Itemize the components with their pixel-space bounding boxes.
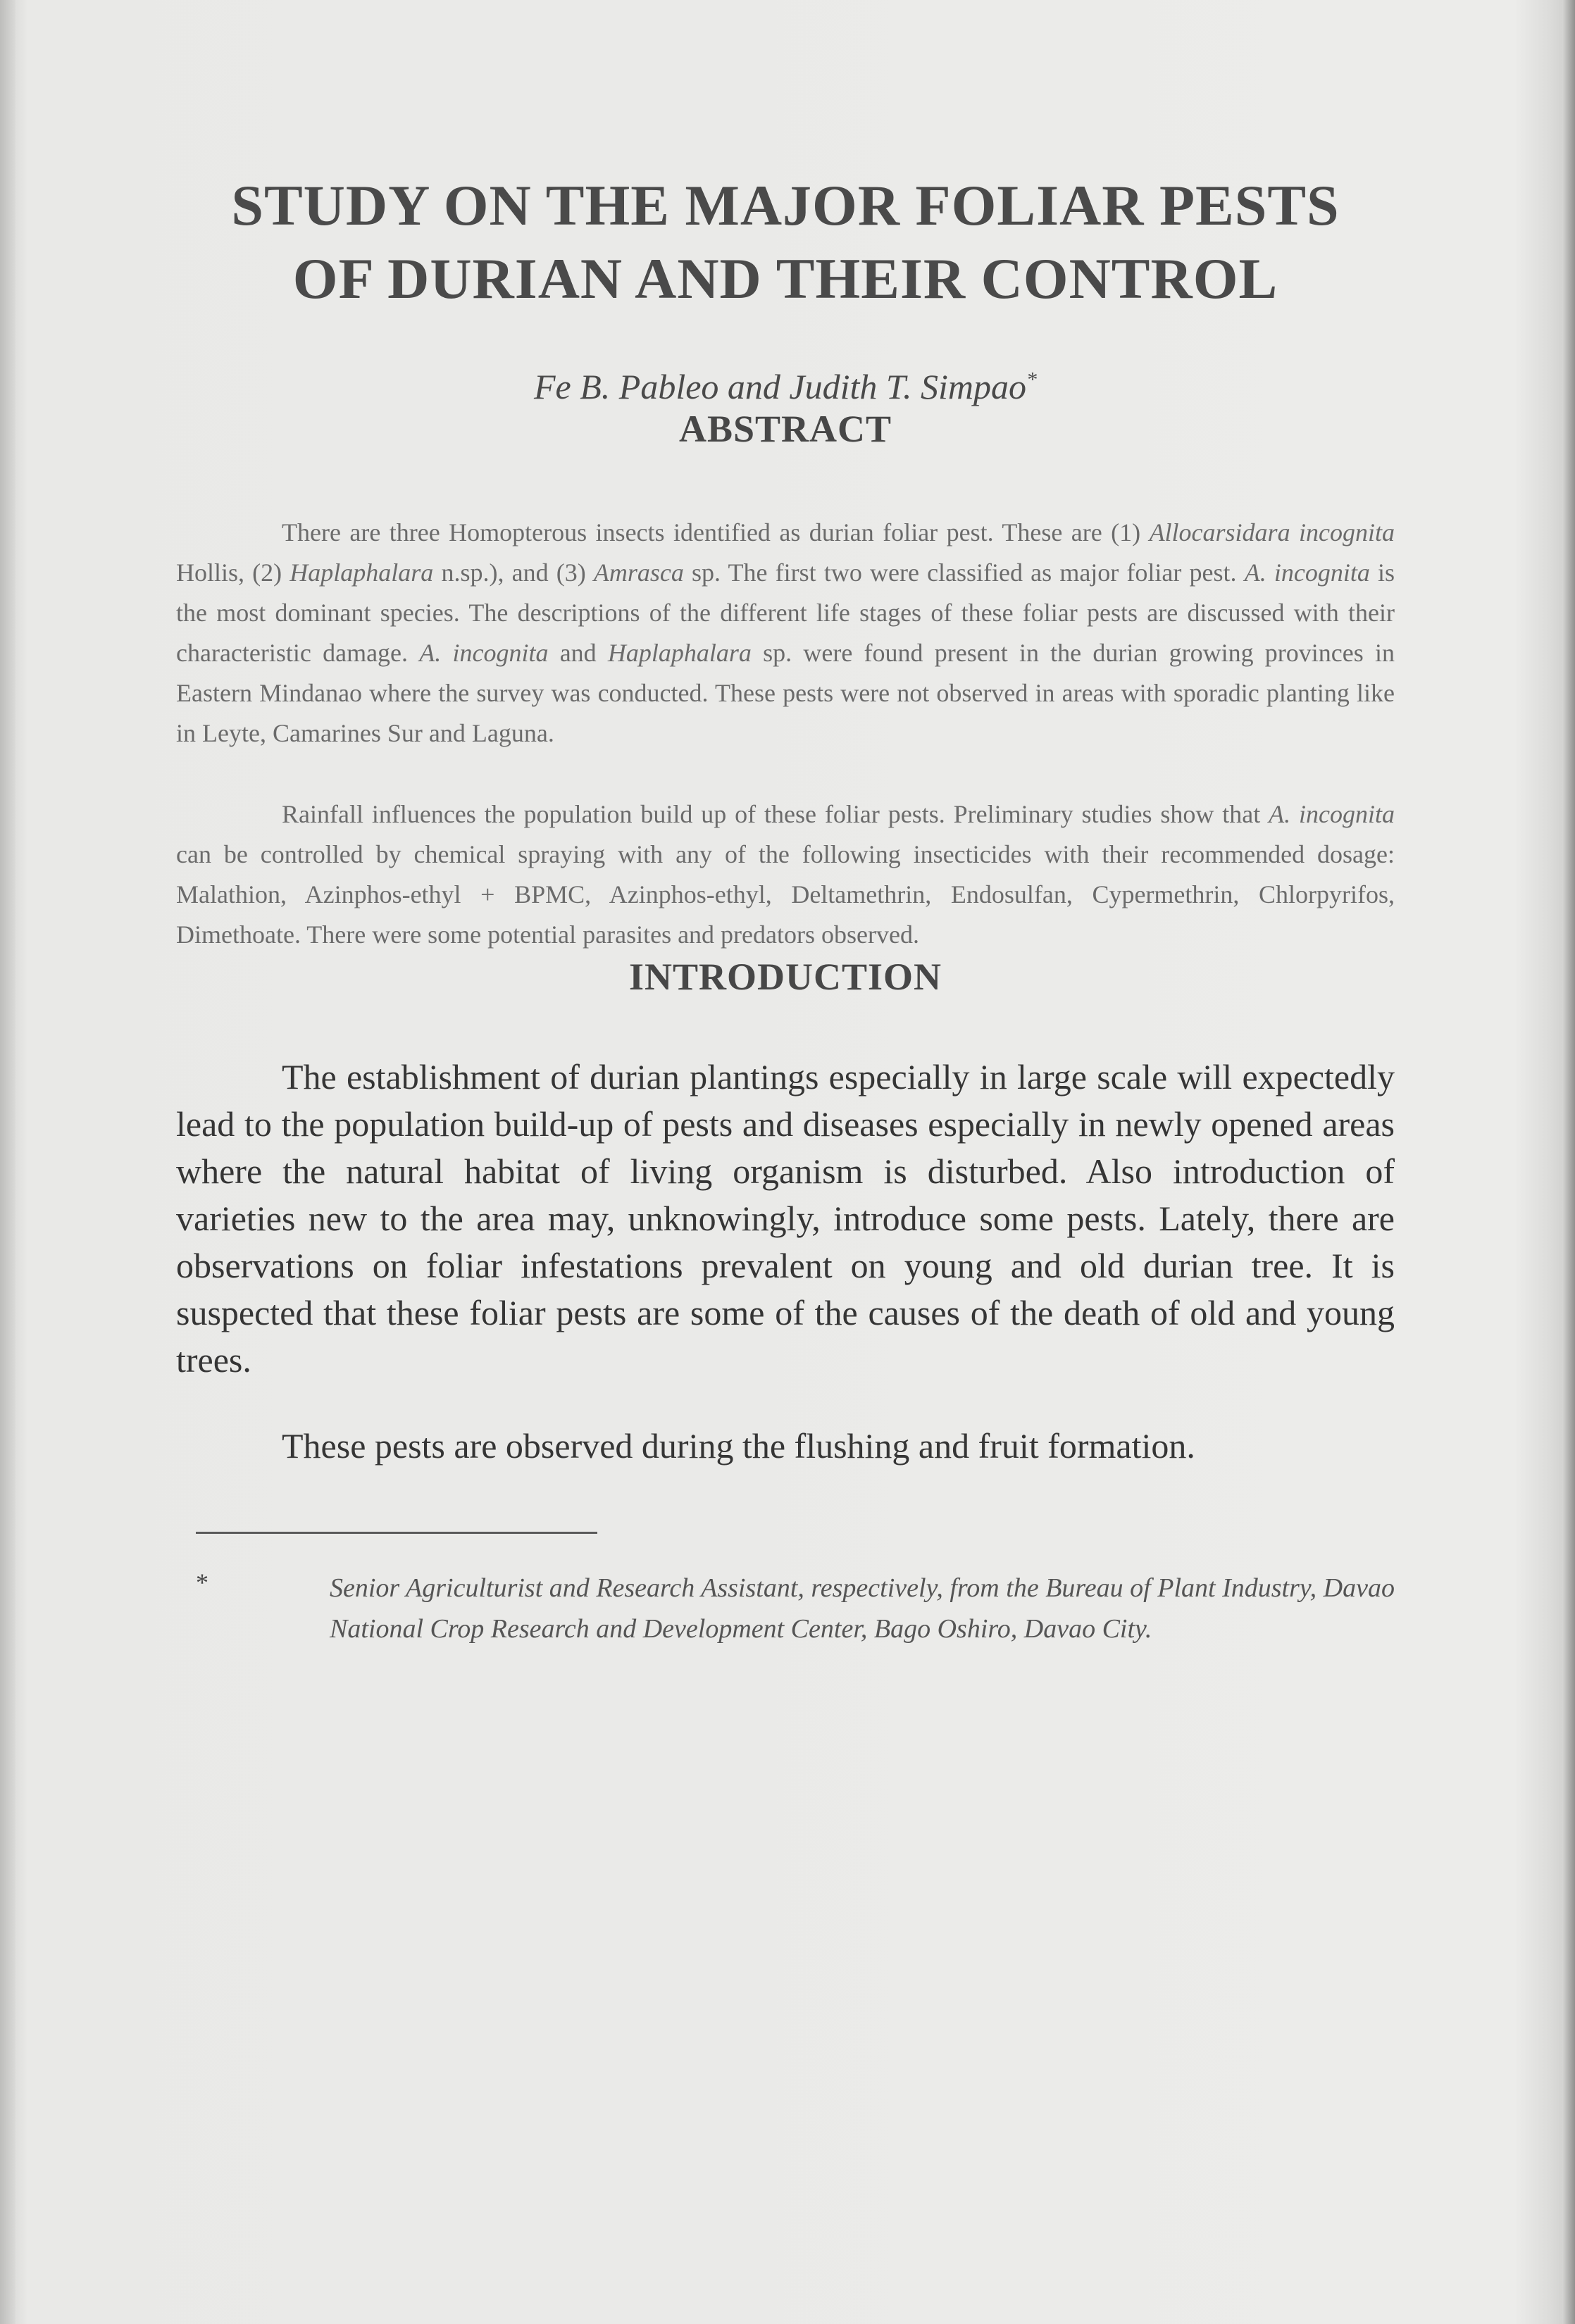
footnote-text: Senior Agriculturist and Research Assistant, respectively, from the Bureau of Plant Industry, Davao National Crop Research and Development Center, Bago Oshiro, Davao City. (330, 1573, 1395, 1644)
species-name: A. incognita (1269, 800, 1395, 828)
paper-content (176, 169, 1395, 1649)
abstract-p1-text: and (548, 639, 608, 667)
species-name: A. incognita (1244, 558, 1370, 587)
abstract-p1-text: n.sp.), and (3) (433, 558, 594, 587)
abstract-p1-text: There are three Homopterous insects identified as durian foliar pest. These are (1) (282, 518, 1150, 546)
abstract-p1-text: sp. The first two were classified as major foliar pest. (683, 558, 1245, 587)
species-name: Allocarsidara incognita (1149, 518, 1395, 546)
species-name: Haplaphalara (290, 558, 434, 587)
abstract-p2-text: Rainfall influences the population build up of these foliar pests. Preliminary studies show that (282, 800, 1269, 828)
page-left-edge (0, 0, 15, 2324)
author-names: Fe B. Pableo and Judith T. Simpao (534, 367, 1026, 406)
author-line (176, 366, 1395, 407)
abstract-p1-text: Hollis, (2) (176, 558, 290, 587)
abstract-p1-text: is the most dominant species. The descriptions of the different life stages of these foliar pests are discussed with their characteristic damage. (176, 558, 1395, 667)
paper-title (176, 169, 1395, 316)
introduction-heading: INTRODUCTION (628, 956, 942, 998)
title-line-1: STUDY ON THE MAJOR FOLIAR PESTS (231, 173, 1340, 237)
abstract-p1-text: sp. were found present in the durian growing provinces in Eastern Mindanao where the survey was conducted. These pests were not observed in areas with sporadic planting like in Leyte, Camarines Sur and Laguna. (176, 639, 1395, 747)
introduction-paragraph-1: The establishment of durian plantings especially in large scale will expectedly lead to the population build-up of pests and diseases especially in newly opened areas where the natural habitat of living organism is disturbed. Also introduction of varieties new to the area may, unknowingly, introduce some pests. Lately, there are observations on foliar infestations prevalent on young and old durian tree. It is suspected that these foliar pests are some of the causes of the death of old and young trees. (176, 1057, 1395, 1380)
abstract-paragraph-1 (176, 513, 1395, 754)
abstract-paragraph-2 (176, 794, 1395, 955)
footnote (196, 1568, 1395, 1649)
page-right-edge (1562, 0, 1575, 2324)
author-footnote-marker: * (1026, 368, 1037, 392)
footnote-divider (196, 1532, 597, 1534)
abstract-p2-text: can be controlled by chemical spraying with any of the following insecticides with their recommended dosage: Malathion, Azinphos-ethyl + BPMC, Azinphos-ethyl, Deltamethrin, Endosulfan, Cypermethrin, Chlorpyrifos, Dimethoate. There were some potential parasites and predators observed. (176, 840, 1395, 949)
abstract-heading: ABSTRACT (678, 408, 892, 450)
introduction-paragraph-2: These pests are observed during the flushing and fruit formation. (282, 1426, 1195, 1466)
species-name: Amrasca (593, 558, 684, 587)
species-name: Haplaphalara (607, 639, 752, 667)
title-line-2: OF DURIAN AND THEIR CONTROL (292, 246, 1278, 311)
introduction-section (176, 955, 1395, 1470)
species-name: A. incognita (419, 639, 549, 667)
abstract-section (176, 407, 1395, 955)
footnote-marker: * (196, 1568, 208, 1597)
